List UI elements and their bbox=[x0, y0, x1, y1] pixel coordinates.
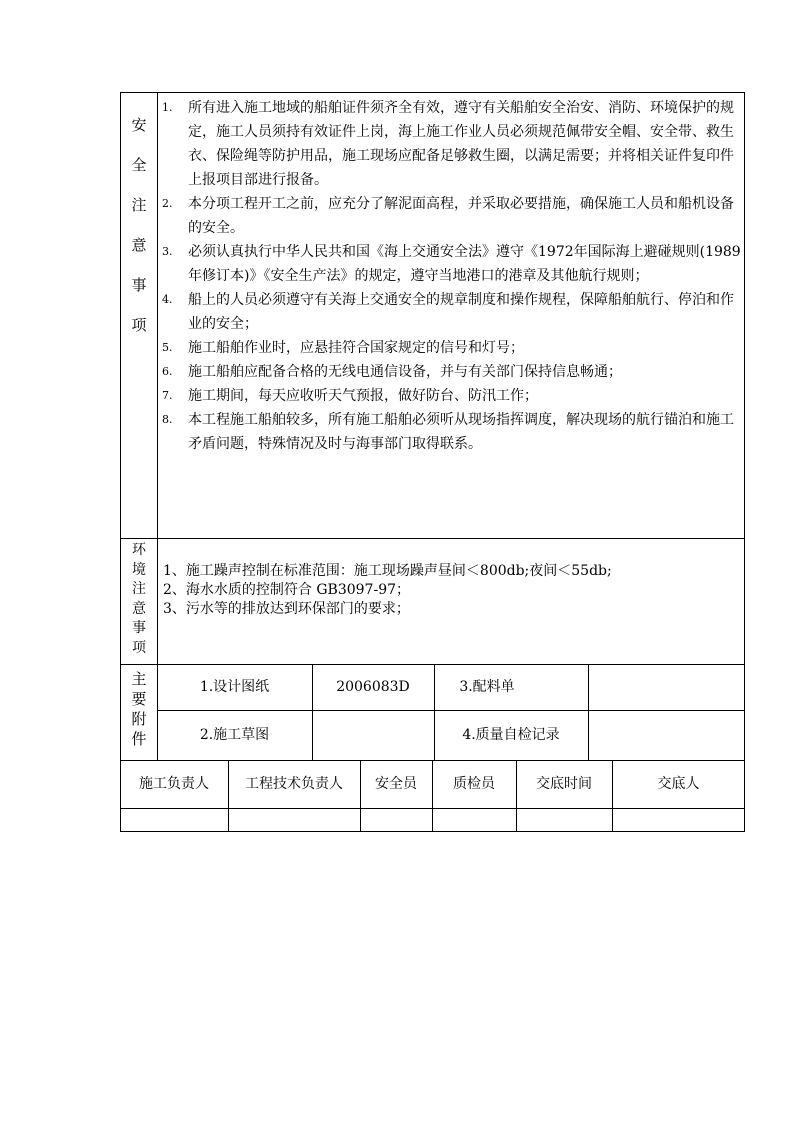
safety-item: 6. 施工船舶应配备合格的无线电通信设备，并与有关部门保持信息畅通； bbox=[162, 364, 622, 380]
signature-col-divider bbox=[612, 760, 613, 832]
signature-col-divider bbox=[516, 760, 517, 832]
attachment-construction-sketch: 2.施工草图 bbox=[199, 727, 270, 743]
signature-header-handover-person: 交底人 bbox=[657, 776, 700, 792]
attachment-col-divider bbox=[434, 664, 435, 760]
signature-header-quality-inspector: 质检员 bbox=[453, 776, 495, 792]
safety-section-label: 安 全 注 意 事 项 bbox=[131, 116, 147, 334]
signature-header-handover-time: 交底时间 bbox=[536, 776, 592, 792]
signature-header-technical-lead: 工程技术负责人 bbox=[245, 776, 343, 792]
environment-section-label: 环 境 注 意 事 项 bbox=[132, 542, 146, 656]
signature-header-construction-lead: 施工负责人 bbox=[139, 776, 209, 792]
safety-item: 7. 施工期间，每天应收听天气预报，做好防台、防汛工作； bbox=[162, 388, 538, 404]
environment-item: 1、施工躁声控制在标准范围：施工现场躁声昼间＜800db;夜间＜55db; bbox=[163, 563, 612, 579]
safety-item: 8. 本工程施工船舶较多，所有施工船舶必须听从现场指挥调度，解决现场的航行锚泊和施工矛盾问题，特殊情况及时与海事部门取得联系。 bbox=[162, 412, 734, 452]
attachment-col-divider bbox=[588, 664, 589, 760]
safety-item: 5. 施工船舶作业时，应悬挂符合国家规定的信号和灯号； bbox=[162, 340, 524, 356]
attachment-col-divider bbox=[312, 664, 313, 760]
attachment-drawing-code: 2006083D bbox=[336, 679, 410, 695]
environment-items-list bbox=[163, 562, 723, 619]
safety-item: 1. 所有进入施工地域的船舶证件须齐全有效，遵守有关船舶安全治安、消防、环境保护的规定，施工人员须持有效证件上岗，海上施工作业人员必须规范佩带安全帽、安全带、救生衣、保险绳等防护用品，施工现场应配备足够救生圈，以满足需要；并将相关证件复印件上报项目部进行报备。 bbox=[162, 100, 734, 188]
signature-header-safety-officer: 安全员 bbox=[375, 776, 417, 792]
attachment-quality-record: 4.质量自检记录 bbox=[462, 727, 560, 743]
signature-col-divider bbox=[228, 760, 229, 832]
attachments-section-label: 主 要 附 件 bbox=[131, 670, 147, 748]
safety-items-list bbox=[162, 96, 742, 456]
label-column-divider bbox=[157, 92, 158, 760]
attachment-material-list: 3.配料单 bbox=[459, 679, 515, 695]
row-divider bbox=[120, 538, 745, 539]
environment-item: 3、污水等的排放达到环保部门的要求； bbox=[163, 601, 410, 617]
attachment-design-drawings: 1.设计图纸 bbox=[199, 679, 270, 695]
signature-col-divider bbox=[432, 760, 433, 832]
safety-item: 2. 本分项工程开工之前，应充分了解泥面高程，并采取必要措施，确保施工人员和船机设备的安全。 bbox=[162, 196, 734, 236]
row-divider bbox=[157, 710, 745, 711]
safety-item: 3. 必须认真执行中华人民共和国《海上交通安全法》遵守《1972年国际海上避碰规则(1989年修订本)》《安全生产法》的规定，遵守当地港口的港章及其他航行规则； bbox=[162, 244, 741, 284]
signature-col-divider bbox=[360, 760, 361, 832]
safety-item: 4. 船上的人员必须遵守有关海上交通安全的规章制度和操作规程，保障船舶航行、停泊和作业的安全； bbox=[162, 292, 734, 332]
row-divider bbox=[120, 664, 745, 665]
environment-item: 2、海水水质的控制符合 GB3097-97； bbox=[163, 582, 411, 598]
